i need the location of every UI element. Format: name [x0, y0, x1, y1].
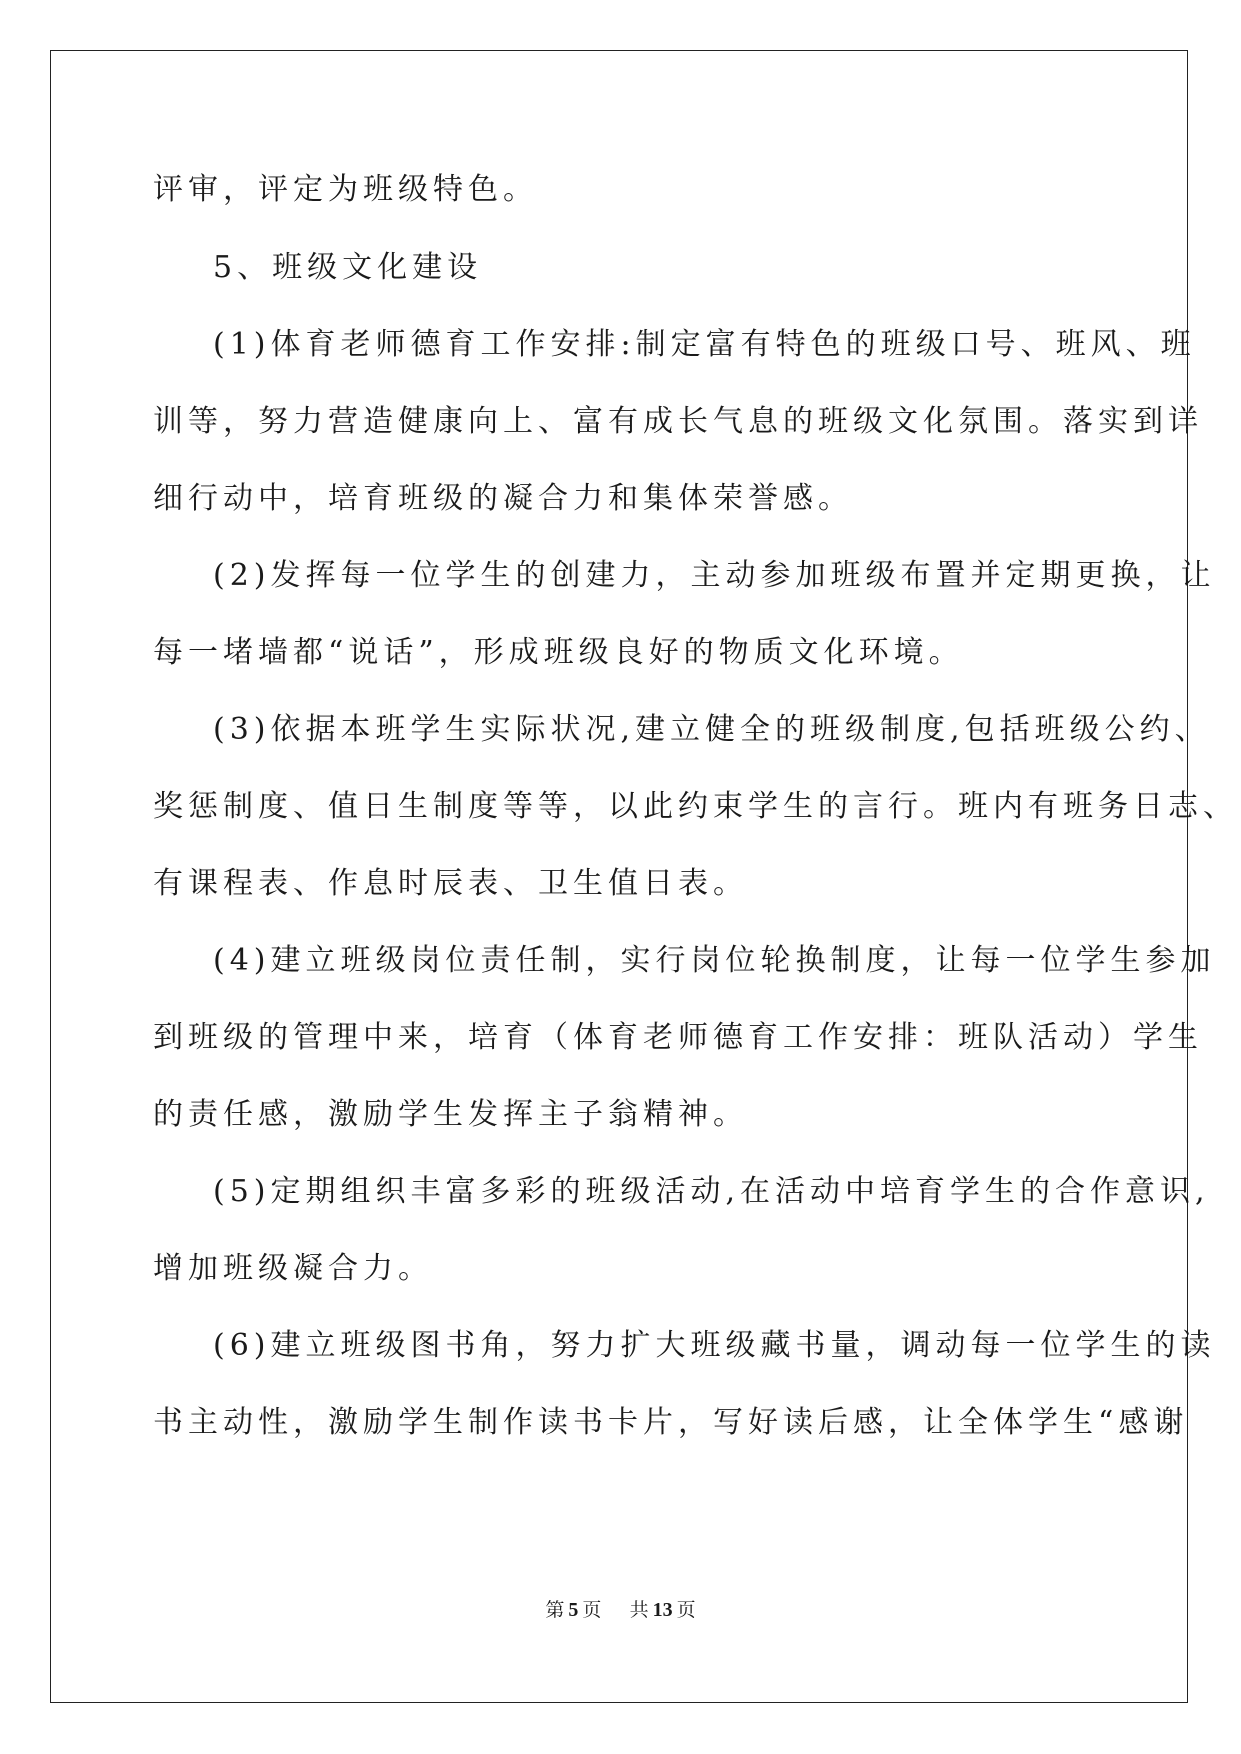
- text-line: 书主动性，激励学生制作读书卡片，写好读后感，让全体学生“感谢: [153, 1405, 1189, 1440]
- page-footer: [0, 1598, 1241, 1622]
- text-line: (6)建立班级图书角，努力扩大班级藏书量，调动每一位学生的读: [213, 1328, 1216, 1363]
- text-line: (2)发挥每一位学生的创建力，主动参加班级布置并定期更换，让: [213, 558, 1216, 593]
- footer-prefix: 第: [545, 1599, 565, 1621]
- text-line: 细行动中，培育班级的凝合力和集体荣誉感。: [153, 481, 853, 516]
- current-page-number: 5: [568, 1599, 579, 1621]
- text-line: 有课程表、作息时辰表、卫生值日表。: [153, 866, 748, 901]
- footer-total-suffix: 页: [676, 1599, 696, 1621]
- text-line: (1)体育老师德育工作安排:制定富有特色的班级口号、班风、班: [213, 327, 1196, 362]
- footer-total-prefix: 共: [629, 1599, 649, 1621]
- text-line: (3)依据本班学生实际状况,建立健全的班级制度,包括班级公约、: [213, 712, 1210, 747]
- footer-page-word: 页: [582, 1599, 602, 1621]
- section-heading: 5、班级文化建设: [213, 250, 483, 285]
- text-line: 的责任感，激励学生发挥主子翁精神。: [153, 1097, 748, 1132]
- text-line: 评审，评定为班级特色。: [153, 172, 538, 207]
- text-line: 到班级的管理中来，培育（体育老师德育工作安排：班队活动）学生: [153, 1020, 1203, 1055]
- text-line: 奖惩制度、值日生制度等等，以此约束学生的言行。班内有班务日志、: [153, 789, 1238, 824]
- text-line: 每一堵墙都“说话”，形成班级良好的物质文化环境。: [153, 635, 964, 670]
- total-pages-number: 13: [652, 1599, 673, 1621]
- text-line: (4)建立班级岗位责任制，实行岗位轮换制度，让每一位学生参加: [213, 943, 1216, 978]
- text-line: 增加班级凝合力。: [153, 1251, 433, 1286]
- text-line: (5)定期组织丰富多彩的班级活动,在活动中培育学生的合作意识,: [213, 1174, 1210, 1209]
- text-line: 训等，努力营造健康向上、富有成长气息的班级文化氛围。落实到详: [153, 404, 1203, 439]
